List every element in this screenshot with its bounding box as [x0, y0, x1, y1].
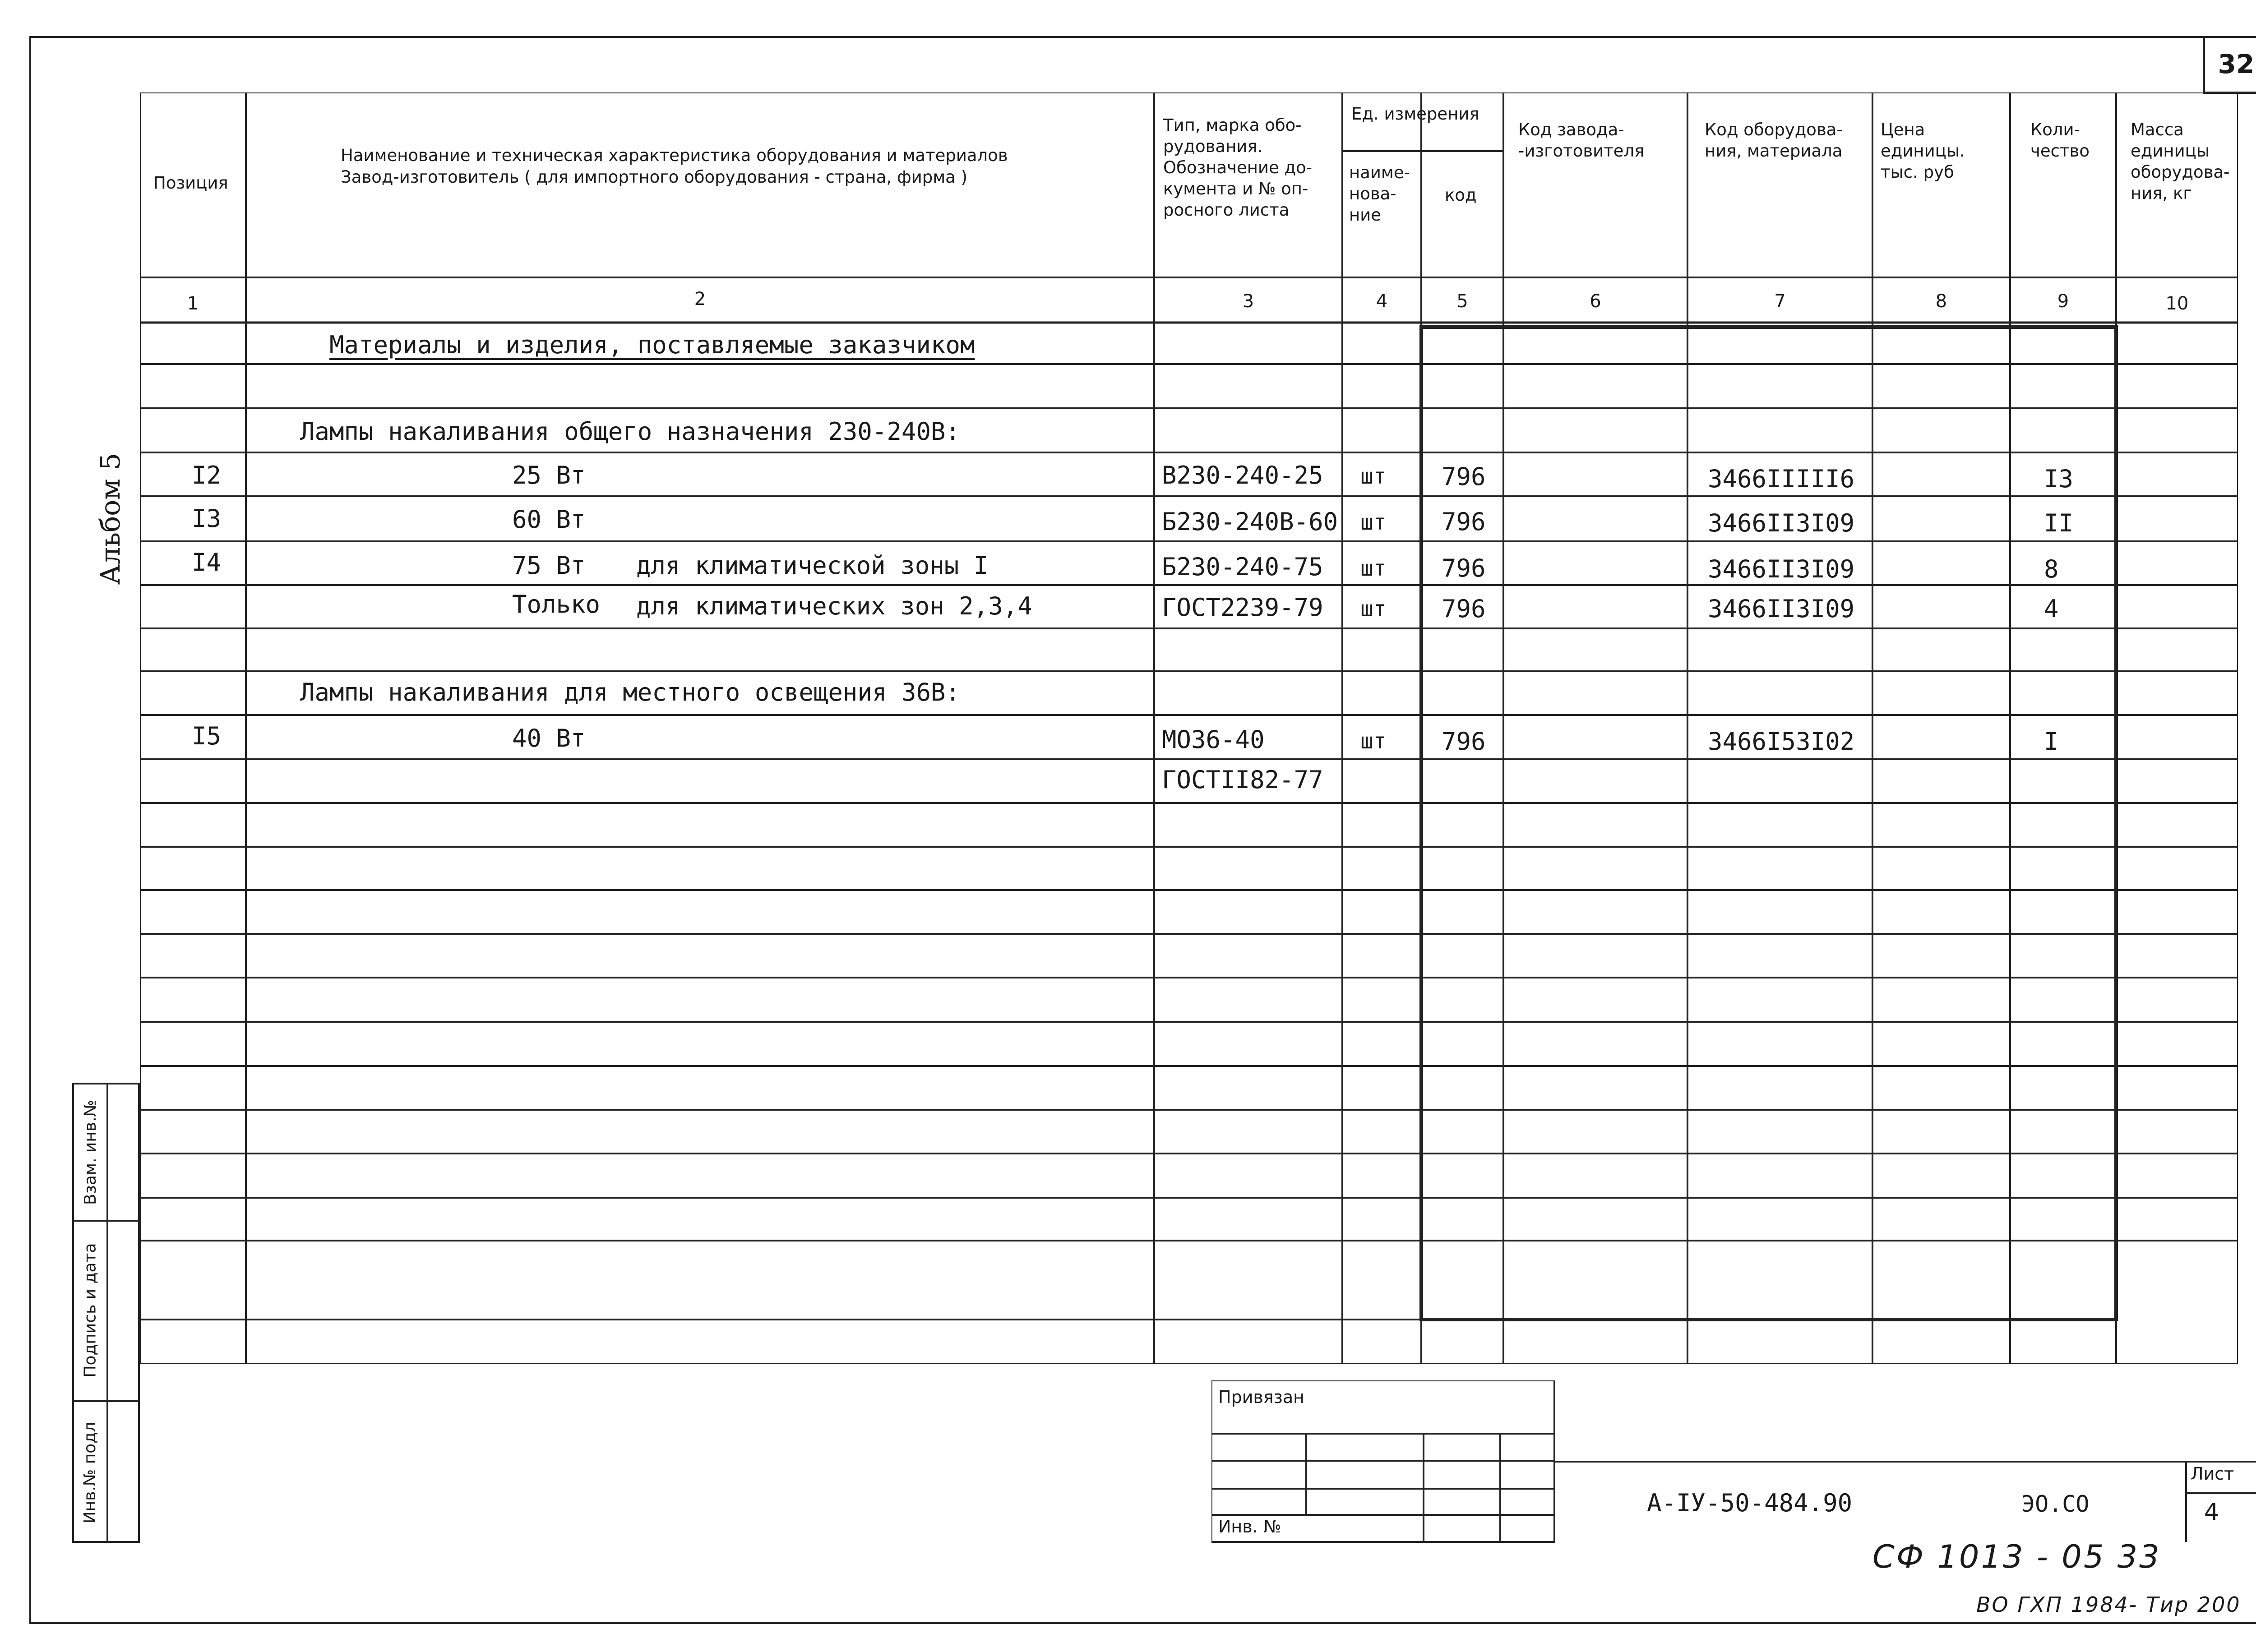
- row4-unit: шт: [1360, 596, 1387, 622]
- row6-type: ГОСТII82-77: [1162, 766, 1323, 794]
- group2-title: Лампы накаливания для местного освещения 36В:: [300, 678, 960, 706]
- row1-pos: I2: [192, 461, 222, 489]
- header-unit-name: наиме- нова- ние: [1349, 163, 1410, 225]
- side-label-replace: Взам. инв.№: [81, 1099, 100, 1205]
- colnum-7: 7: [1774, 291, 1786, 312]
- sheet-label: Лист: [2191, 1464, 2234, 1484]
- side-stamp: [72, 1083, 140, 1543]
- row1-material-code: 3466IIIII6: [1708, 465, 1855, 493]
- row5-qty: I: [2044, 727, 2059, 756]
- header-material-code: Код оборудова- ния, материала: [1705, 120, 1843, 161]
- sheet-value: 4: [2204, 1499, 2219, 1526]
- row2-type: Б230-240В-60: [1162, 508, 1338, 536]
- handwritten-code: СФ 1013 - 05 33: [1872, 1538, 2161, 1575]
- colnum-10: 10: [2165, 293, 2189, 314]
- header-type: Тип, марка обо- рудования. Обозначение до- кумента и № оп- росного листа: [1163, 115, 1313, 220]
- header-quantity: Коли- чество: [2030, 120, 2090, 161]
- colnum-4: 4: [1376, 291, 1388, 312]
- sheet-number: 32: [2203, 36, 2256, 94]
- row2-name: 60 Вт: [512, 505, 586, 534]
- header-mass: Масса единицы оборудова- ния, кг: [2131, 120, 2230, 203]
- row1-name: 25 Вт: [512, 461, 586, 489]
- row3-code: 796: [1442, 554, 1486, 582]
- header-unit-code: код: [1445, 185, 1477, 205]
- side-label-inventory: Инв.№ подл: [81, 1421, 100, 1523]
- colnum-3: 3: [1242, 291, 1254, 312]
- footer-note: ВО ГХП 1984- Тир 200: [1976, 1592, 2241, 1617]
- row2-unit: шт: [1360, 510, 1387, 535]
- row5-code: 796: [1442, 727, 1486, 756]
- album-label: Альбом 5: [95, 452, 126, 585]
- stamp-bound: Привязан: [1218, 1387, 1304, 1407]
- row1-code: 796: [1442, 462, 1486, 491]
- row1-unit: шт: [1360, 464, 1387, 489]
- header-name-line2: Завод-изготовитель ( для импортного оборудования - страна, фирма ): [341, 167, 968, 187]
- row3-material-code: 3466II3I09: [1708, 555, 1855, 583]
- header-factory-code: Код завода- -изготовителя: [1518, 120, 1645, 161]
- row1-type: В230-240-25: [1162, 461, 1323, 489]
- section-title: Материалы и изделия, поставляемые заказчиком: [329, 331, 975, 359]
- row4-name: Только: [512, 590, 601, 618]
- row4-type: ГОСТ2239-79: [1162, 593, 1323, 622]
- row3-name: 75 Вт: [512, 551, 586, 580]
- colnum-2: 2: [694, 289, 706, 309]
- row3-unit: шт: [1360, 556, 1387, 581]
- header-name-line1: Наименование и техническая характеристика оборудования и материалов: [341, 146, 1008, 165]
- row5-unit: шт: [1360, 729, 1387, 754]
- row5-name: 40 Вт: [512, 724, 586, 752]
- row2-code: 796: [1442, 508, 1486, 536]
- document-code: А-IУ-50-484.90: [1647, 1489, 1853, 1517]
- header-unit-group: Ед. измерения: [1351, 104, 1479, 124]
- row4-name-extra: для климатических зон 2,3,4: [636, 592, 1032, 620]
- row5-pos: I5: [192, 722, 222, 750]
- group1-title: Лампы накаливания общего назначения 230-240В:: [300, 417, 960, 446]
- colnum-8: 8: [1935, 291, 1947, 312]
- row4-qty: 4: [2044, 595, 2059, 623]
- row4-material-code: 3466II3I09: [1708, 595, 1855, 623]
- colnum-9: 9: [2057, 291, 2069, 312]
- row5-material-code: 3466I53I02: [1708, 727, 1855, 756]
- row3-pos: I4: [192, 548, 222, 577]
- colnum-6: 6: [1590, 291, 1601, 312]
- header-position: Позиция: [153, 173, 228, 193]
- row2-pos: I3: [192, 504, 222, 533]
- header-price: Цена единицы. тыс. руб: [1881, 120, 1965, 182]
- row3-name-extra: для климатической зоны I: [636, 551, 989, 580]
- row2-material-code: 3466II3I09: [1708, 509, 1855, 537]
- side-label-signature: Подпись и дата: [81, 1242, 100, 1378]
- row1-qty: I3: [2044, 465, 2074, 493]
- colnum-5: 5: [1456, 291, 1468, 312]
- row2-qty: II: [2044, 509, 2074, 537]
- title-block-grid: [1211, 1380, 2256, 1543]
- document-suffix: ЭО.СО: [2021, 1491, 2090, 1517]
- stamp-inv: Инв. №: [1218, 1517, 1281, 1537]
- colnum-1: 1: [187, 293, 199, 314]
- row3-qty: 8: [2044, 555, 2059, 583]
- row3-type: Б230-240-75: [1162, 553, 1323, 581]
- row5-type: МО36-40: [1162, 725, 1265, 754]
- row4-code: 796: [1442, 595, 1486, 623]
